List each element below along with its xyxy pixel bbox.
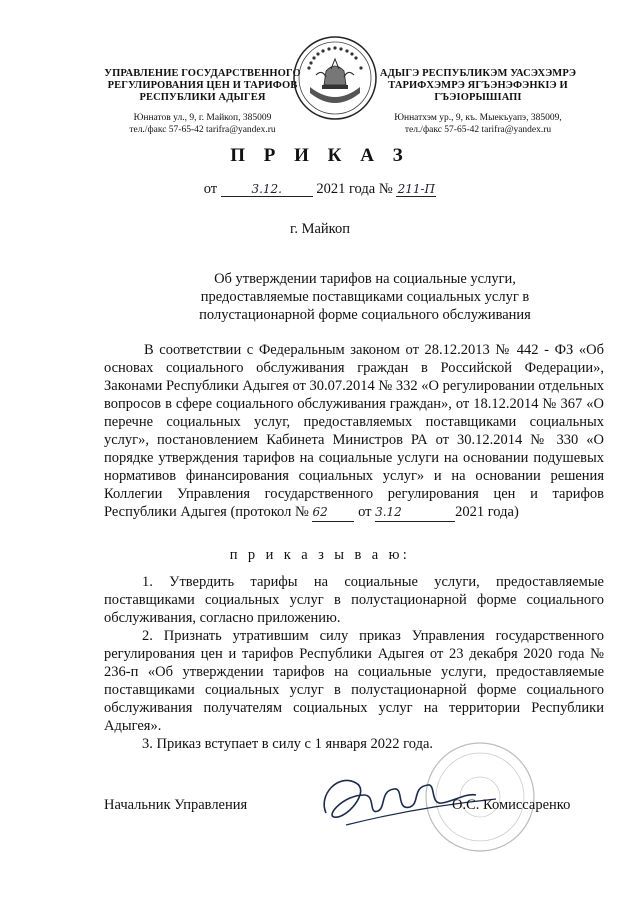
date-number-line [0,181,640,198]
document-title: П Р И К А З [230,145,410,166]
date-prefix: от [203,181,218,197]
header-left-org-line2: РЕГУЛИРОВАНИЯ ЦЕН И ТАРИФОВ [107,80,298,91]
coat-of-arms-icon [292,35,378,121]
preamble-text: В соответствии с Федеральным законом от 28.12.2013 № 442 - ФЗ «Об основах социального обслуживания граждан в Российской Федерации», Законами Республики Адыгея от 30.07.2014 № 332 «О регулировании отдельных вопросов в сфере социального обслуживания граждан», от 18.12.2014 № 367 «О перечне социальных услуг, предоставляемых поставщиками социальных услуг», постановлением Кабинета Министров РА от 30.12.2014 № 330 «О порядке утверждения тарифов на социальные услуги на основании подушевых нормативов финансирования социальных услуг» и на основании решения Коллегии Управления государственного регулирования цен и тарифов Республики Адыгея (протокол № [104,342,604,520]
protocol-end: 2021 года) [455,504,519,520]
header-left-contacts [100,112,305,136]
header-right-org-line2: ТАРИФХЭМРЭ ЯГЪЭНЭФЭНКІЭ И [388,80,568,91]
handwritten-protocol-number: 62 [312,503,354,522]
header-right-org-line1: АДЫГЭ РЕСПУБЛИКЭМ УАСЭХЭМРЭ [379,68,577,79]
signer-name: О.С. Комиссаренко [452,797,571,813]
header-right-org-line3: ГЪЭІОРЫШІАПІ [434,92,522,103]
header-right-address: Юннатхэм ур., 9, къ. Мыекъуапэ, 385009, [394,113,562,123]
subject-line1: Об утверждении тарифов на социальные услуги, [214,271,516,287]
header-left-org-line1: УПРАВЛЕНИЕ ГОСУДАРСТВЕННОГО [104,68,301,79]
protocol-middle: от [358,504,372,520]
header-right-phone-email: тел./факс 57-65-42 tarifra@yandex.ru [404,125,552,135]
document-subject [130,270,600,324]
header-right-org [378,68,578,104]
order-item: 2. Признать утратившим силу приказ Управления государственного регулирования цен и тарифов Республики Адыгея от 23 декабря 2020 года № 236-п «Об утверждении тарифов на социальные услуги, предоставляемые поставщиками социальных услуг в полустационарной форме социального обслуживания получателям социальных услуг на территории Республики Адыгея». [104,628,604,734]
order-item: 3. Приказ вступает в силу с 1 января 2022 года. [142,736,434,752]
handwritten-protocol-date: 3.12 [375,503,455,522]
header-left-org [100,68,305,104]
handwritten-order-number: 211-П [397,182,436,196]
date-middle: 2021 года № [316,181,393,197]
city: г. Майкоп [290,221,350,237]
order-items [104,573,604,753]
subject-line2: предоставляемые поставщиками социальных услуг в [200,289,530,305]
handwritten-date: 3.12. [221,182,313,197]
order-word: п р и к а з ы в а ю: [229,547,411,563]
preamble-paragraph [104,341,604,522]
header-right-contacts [378,112,578,136]
order-item: 1. Утвердить тарифы на социальные услуги, предоставляемые поставщиками социальных услуг в полустационарной форме социального обслуживания, согласно приложению. [104,574,604,626]
header-left-org-line3: РЕСПУБЛИКИ АДЫГЕЯ [139,92,266,103]
subject-line3: полустационарной форме социального обслуживания [199,307,531,323]
signer-position: Начальник Управления [104,797,248,813]
header-left-address: Юннатов ул., 9, г. Майкоп, 385009 [133,113,272,123]
header-left-phone-email: тел./факс 57-65-42 tarifra@yandex.ru [129,125,276,135]
